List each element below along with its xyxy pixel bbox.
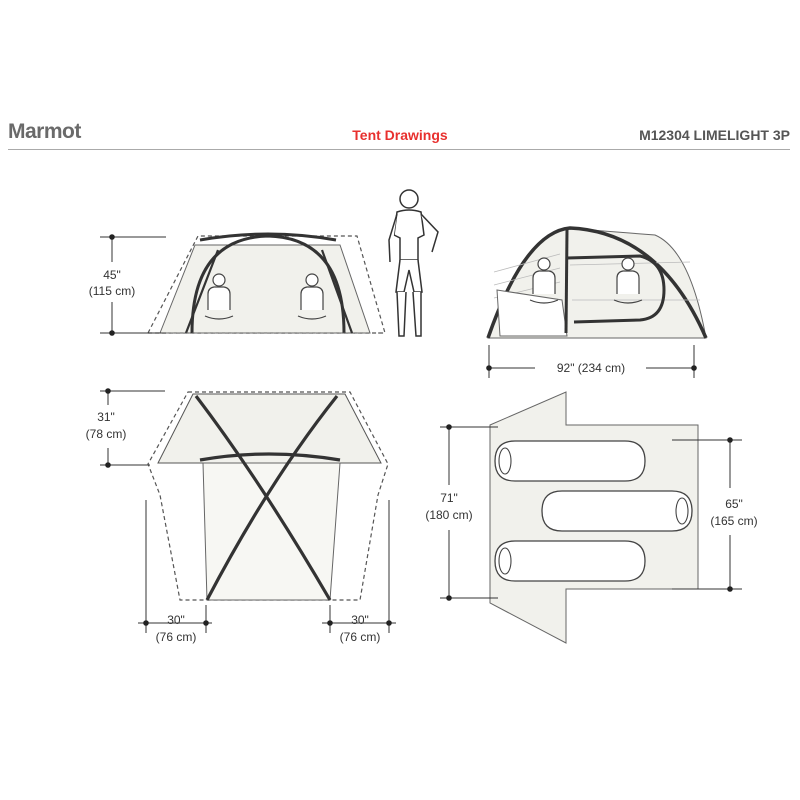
vestibule-left-cm-label: (76 cm): [155, 630, 197, 644]
length-dimension: [486, 345, 697, 378]
model-name: M12304 LIMELIGHT 3P: [639, 127, 790, 143]
floor-plan: [425, 392, 757, 643]
vestibule-depth-dimension: [86, 388, 165, 468]
scale-person-figure: [389, 190, 438, 336]
page-title: Tent Drawings: [352, 127, 448, 143]
brand-logo: Marmot: [8, 120, 81, 143]
height-cm-label: (115 cm): [88, 284, 136, 298]
width-back-in-label: 65": [725, 497, 743, 511]
height-in-label: 45": [103, 268, 121, 282]
front-view: [89, 234, 385, 336]
width-back-cm-label: (165 cm): [710, 514, 758, 528]
length-label: 92" (234 cm): [556, 361, 626, 375]
width-front-cm-label: (180 cm): [425, 508, 473, 522]
side-view: [486, 228, 706, 378]
width-front-in-label: 71": [440, 491, 458, 505]
vestibule-depth-cm-label: (78 cm): [85, 427, 127, 441]
vestibule-right-in-label: 30": [351, 613, 369, 627]
floor-front-width-dimension: [425, 424, 498, 601]
sleeping-bag-3: [495, 541, 645, 581]
top-view: [86, 388, 396, 644]
vestibule-depth-in-label: 31": [97, 410, 115, 424]
height-dimension: [89, 234, 166, 336]
sleeping-bag-1: [495, 441, 645, 481]
vestibule-right-cm-label: (76 cm): [339, 630, 381, 644]
sleeping-bag-2: [542, 491, 692, 531]
vestibule-left-in-label: 30": [167, 613, 185, 627]
